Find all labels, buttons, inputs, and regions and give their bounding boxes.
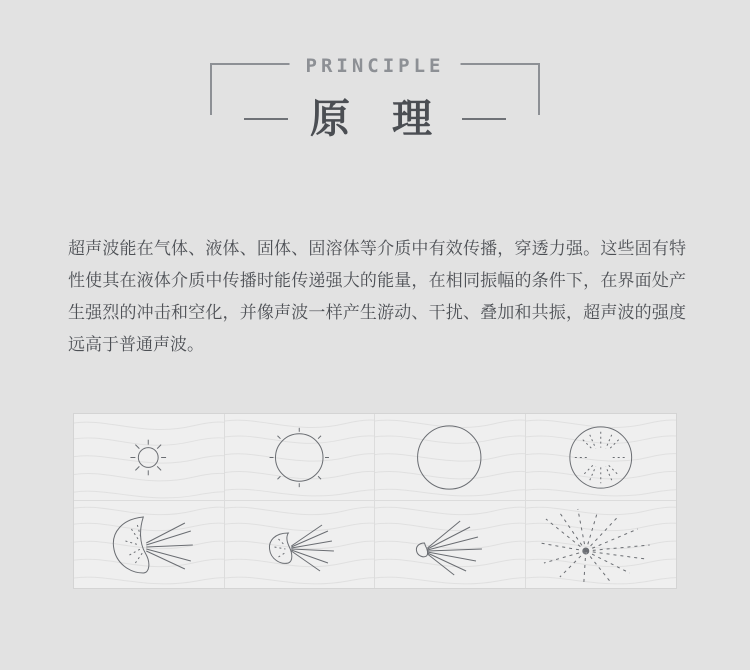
page-eyebrow: PRINCIPLE xyxy=(290,55,461,77)
illustration-strip xyxy=(73,413,677,589)
cell-1-graphic xyxy=(74,414,224,500)
illustration-cell-bubble-imploding-spray xyxy=(225,501,376,588)
illustration-cell-bubble-collapsing-jet xyxy=(74,501,225,588)
illustration-cell-medium-bubble-radiating xyxy=(225,414,376,501)
page-root xyxy=(0,55,750,670)
page-title: 原 理 xyxy=(288,97,462,141)
illustration-cell-bubble-burst-small xyxy=(375,501,526,588)
cell-4-graphic xyxy=(526,414,677,500)
illustration-cell-shockwave-scatter xyxy=(526,501,677,588)
title-rule-right xyxy=(462,118,506,120)
cell-2-graphic xyxy=(225,414,375,500)
cell-8-graphic xyxy=(526,501,677,588)
body-paragraph: 超声波能在气体、液体、固体、固溶体等介质中有效传播，穿透力强。这些固有特性使其在液体介质中传播时能传递强大的能量，在相同振幅的条件下，在界面处产生强烈的冲击和空化，并像声波一样产生游动、干扰、叠加和共振，超声波的强度远高于普通声波。 xyxy=(68,239,686,355)
illustration-cell-large-bubble-dashed-rays xyxy=(526,414,677,501)
page-title-row xyxy=(210,97,540,141)
cell-5-graphic xyxy=(74,501,224,588)
illustration-cell-large-bubble-plain xyxy=(375,414,526,501)
illustration-cell-small-bubble-radiating xyxy=(74,414,225,501)
cell-7-graphic xyxy=(375,501,525,588)
cell-6-graphic xyxy=(225,501,375,588)
title-rule-left xyxy=(244,118,288,120)
cell-3-graphic xyxy=(375,414,525,500)
page-title-block xyxy=(210,55,540,160)
